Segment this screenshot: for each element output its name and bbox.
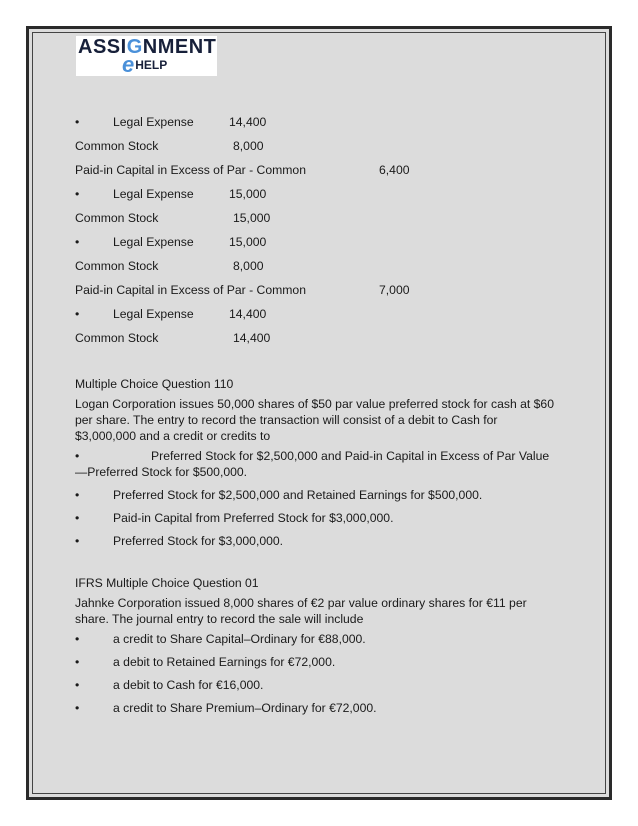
journal-entry-row: Paid-in Capital in Excess of Par - Common 7,000 xyxy=(75,283,410,297)
answer-option: • a debit to Retained Earnings for €72,000. xyxy=(75,655,336,669)
journal-entry-row: Common Stock 15,000 xyxy=(75,211,271,225)
bullet-icon: • xyxy=(75,534,80,548)
journal-entry-row: Common Stock 8,000 xyxy=(75,259,264,273)
question-body: Logan Corporation issues 50,000 shares of $50 par value preferred stock for cash at $60 per share. The entry to record the transaction will consist of a debit to Cash for $3,000,000 and a credit or credits to xyxy=(75,397,554,443)
journal-entry-row: Paid-in Capital in Excess of Par - Common 6,400 xyxy=(75,163,410,177)
document-content xyxy=(75,110,555,723)
bullet-icon: • xyxy=(75,449,80,463)
bullet-icon: • xyxy=(75,511,80,525)
logo-e-icon: e xyxy=(122,52,135,77)
journal-entry-row: • Legal Expense 14,400 xyxy=(75,115,267,129)
answer-option: • Preferred Stock for $2,500,000 and Paid-in Capital in Excess of Par Value—Preferred Stock for $500,000. xyxy=(75,449,550,479)
bullet-icon: • xyxy=(75,235,80,249)
question-body: Jahnke Corporation issued 8,000 shares of €2 par value ordinary shares for €11 per share. The journal entry to record the sale will include xyxy=(75,596,527,626)
logo-wordmark: ASSIGNMENT xyxy=(78,36,217,58)
bullet-icon: • xyxy=(75,701,80,715)
question-title: Multiple Choice Question 110 xyxy=(75,377,234,391)
bullet-icon: • xyxy=(75,678,80,692)
journal-entry-row: • Legal Expense 14,400 xyxy=(75,307,267,321)
journal-entry-row: • Legal Expense 15,000 xyxy=(75,187,267,201)
answer-option: • Preferred Stock for $2,500,000 and Retained Earnings for $500,000. xyxy=(75,488,483,502)
answer-option: • Paid-in Capital from Preferred Stock for $3,000,000. xyxy=(75,511,394,525)
bullet-icon: • xyxy=(75,187,80,201)
bullet-icon: • xyxy=(75,115,80,129)
bullet-icon: • xyxy=(75,655,80,669)
bullet-icon: • xyxy=(75,307,80,321)
answer-option: • a credit to Share Premium–Ordinary for €72,000. xyxy=(75,701,377,715)
journal-entry-row: Common Stock 8,000 xyxy=(75,139,264,153)
answer-option: • Preferred Stock for $3,000,000. xyxy=(75,534,284,548)
answer-option: • a credit to Share Capital–Ordinary for €88,000. xyxy=(75,632,366,646)
logo-subtitle: eHELP xyxy=(122,52,168,77)
answer-option: • a debit to Cash for €16,000. xyxy=(75,678,264,692)
journal-entry-row: • Legal Expense 15,000 xyxy=(75,235,267,249)
assignment-help-logo xyxy=(76,36,217,76)
journal-entry-row: Common Stock 14,400 xyxy=(75,331,271,345)
bullet-icon: • xyxy=(75,488,80,502)
question-title: IFRS Multiple Choice Question 01 xyxy=(75,576,259,590)
bullet-icon: • xyxy=(75,632,80,646)
